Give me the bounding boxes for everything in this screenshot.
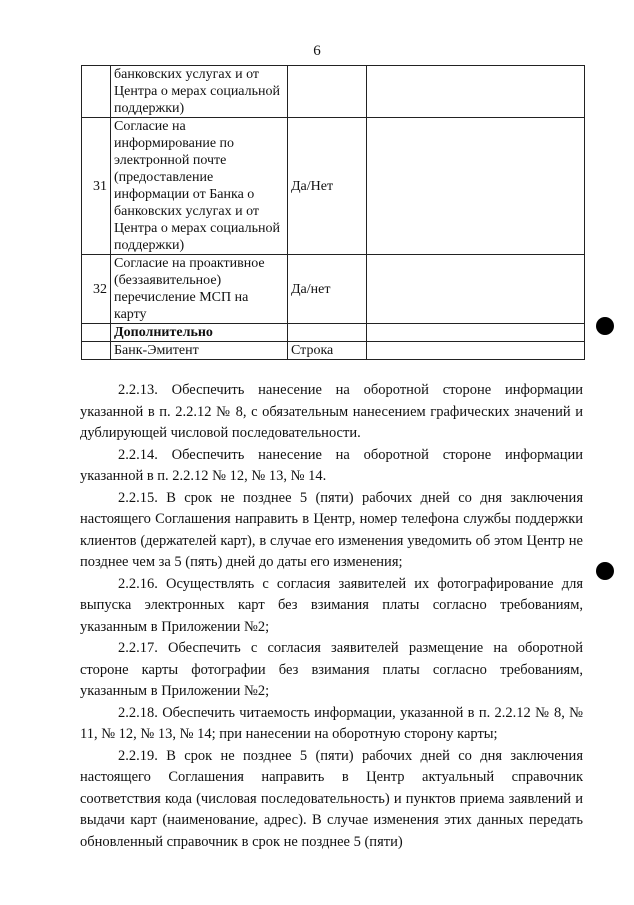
attribute-name: Согласие на проактивное (беззаявительное) перечисление МСП на карту [111, 255, 288, 324]
attribute-name: Банк-Эмитент [111, 342, 288, 360]
paragraph: 2.2.18. Обеспечить читаемость информации, указанной в п. 2.2.12 № 8, № 11, № 12, № 13, № 14; при нанесении на оборотную сторону карты; [80, 704, 583, 742]
attribute-type [288, 324, 367, 342]
row-number: 31 [82, 118, 111, 255]
section-heading: Дополнительно [111, 324, 288, 342]
row-number [82, 324, 111, 342]
table-row [82, 324, 585, 342]
attribute-type: Да/нет [288, 255, 367, 324]
row-number [82, 342, 111, 360]
table-row [82, 66, 585, 118]
attribute-description [367, 342, 585, 360]
body-text [80, 380, 583, 853]
attribute-description [367, 66, 585, 118]
row-number: 32 [82, 255, 111, 324]
paragraph: 2.2.13. Обеспечить нанесение на оборотной стороне информации указанной в п. 2.2.12 № 8, с обязательным нанесением графических значений и дублирующей числовой последовательности. [80, 382, 583, 441]
row-number [82, 66, 111, 118]
paragraph: 2.2.16. Осуществлять с согласия заявителей их фотографирование для выпуска электронных карт без взимания платы согласно требованиям, указанным в Приложении №2; [80, 575, 583, 635]
attribute-description [367, 118, 585, 255]
paragraph: 2.2.14. Обеспечить нанесение на оборотной стороне информации указанной в п. 2.2.12 № 12, № 13, № 14. [80, 446, 583, 484]
attribute-description [367, 324, 585, 342]
paragraph: 2.2.17. Обеспечить с согласия заявителей размещение на оборотной стороне карты фотографии без взимания платы согласно требованиям, указанным в Приложении №2; [80, 640, 583, 699]
attribute-name: Согласие на информирование по электронной почте (предоставление информации от Банка о банковских услугах и от Центра о мерах социальной поддержки) [111, 118, 288, 255]
attribute-type: Да/Нет [288, 118, 367, 255]
table-row [82, 255, 585, 324]
binding-hole-mark [596, 562, 614, 580]
attributes-table [81, 65, 585, 360]
attribute-type [288, 66, 367, 118]
table-row [82, 342, 585, 360]
attribute-description [367, 255, 585, 324]
table-row [82, 118, 585, 255]
paragraph: 2.2.19. В срок не позднее 5 (пяти) рабочих дней со дня заключения настоящего Соглашения направить в Центр актуальный справочник соответствия кода (числовая последовательность) и пунктов приема заявлений и выдачи карт (наименование, адрес). В случае изменения этих данных передать обновленный справочник в срок не позднее 5 (пяти) [80, 747, 583, 850]
binding-hole-mark [596, 317, 614, 335]
attribute-type: Строка [288, 342, 367, 360]
attribute-name: банковских услугах и от Центра о мерах социальной поддержки) [111, 66, 288, 118]
page-number: 6 [313, 43, 321, 59]
paragraph: 2.2.15. В срок не позднее 5 (пяти) рабочих дней со дня заключения настоящего Соглашения направить в Центр, номер телефона службы поддержки клиентов (держателей карт), в случае его изменения уведомить об этом Центр не позднее чем за 5 (пять) дней до даты его изменения; [80, 489, 583, 570]
